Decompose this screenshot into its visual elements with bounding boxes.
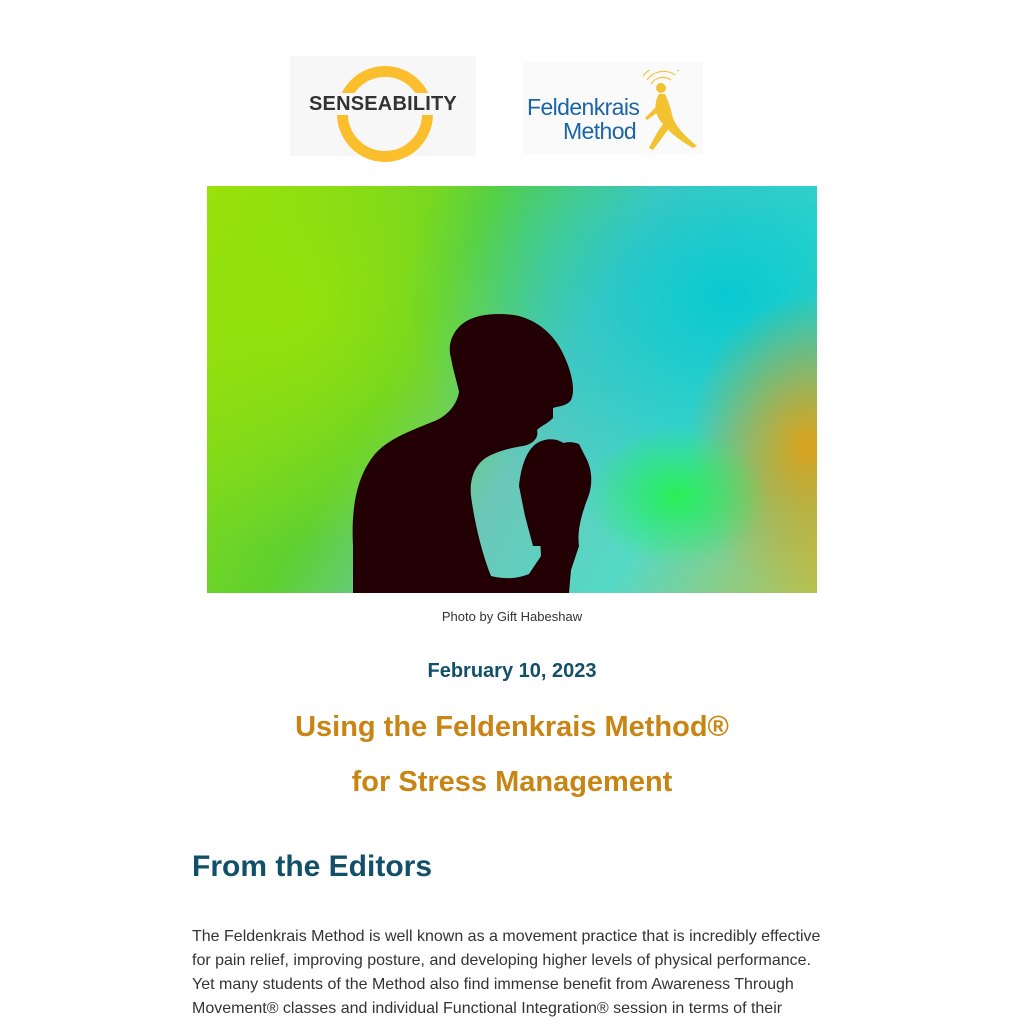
silhouette-person-icon: [207, 186, 817, 593]
senseability-logo-text: SENSEABILITY: [309, 93, 457, 115]
article-title-line2: for Stress Management: [351, 766, 673, 798]
article-date: February 10, 2023: [427, 660, 597, 682]
article-title: [0, 700, 1024, 810]
senseability-logo[interactable]: [290, 56, 476, 156]
article-title-line1: Using the Feldenkrais Method®: [295, 711, 729, 743]
feldenkrais-logo-line1: Feldenkrais: [527, 94, 640, 120]
hero-image: [207, 186, 817, 593]
section-heading: From the Editors: [192, 850, 433, 883]
feldenkrais-method-logo[interactable]: [523, 62, 703, 154]
section-body-paragraph: The Feldenkrais Method is well known as a movement practice that is incredibly effective for pain relief, improving posture, and developing higher levels of physical performance. Yet many students of the Method also find immense benefit from Awareness Through Movement® classes and individual Functional Integration® session in terms of their: [192, 928, 821, 1017]
header-logos: [0, 56, 1024, 156]
feldenkrais-logo-line2: Method: [563, 118, 637, 144]
photo-caption: Photo by Gift Habeshaw: [441, 609, 583, 624]
